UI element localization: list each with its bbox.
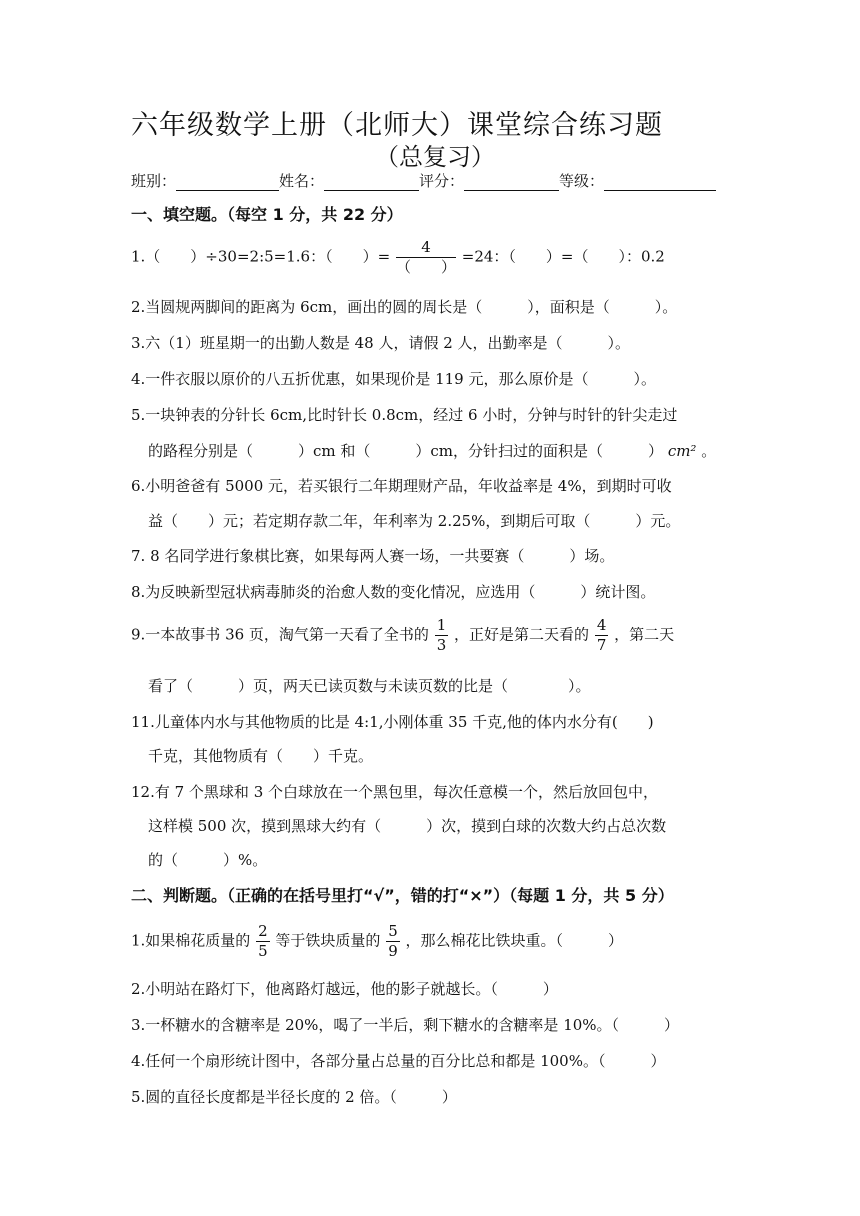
question-12-line3: 的（ ）%。: [148, 851, 268, 869]
judge-1: [131, 924, 623, 959]
question-1: [131, 240, 665, 275]
question-11-line2: 千克，其他物质有（ ）千克。: [148, 747, 374, 765]
section2-heading: 二、判断题。（正确的在括号里打“√”，错的打“×”）（每题 1 分，共 5 分）: [131, 886, 674, 905]
q5-end: 。: [701, 442, 717, 460]
class-label: 班别：: [131, 172, 177, 190]
class-blank[interactable]: [176, 174, 279, 191]
question-2: 2.当圆规两脚间的距离为 6cm，画出的圆的周长是（ ），面积是（ ）。: [131, 298, 678, 316]
q1-text-a: 1.（ ）÷30=2:5=1.6：（ ）=: [131, 247, 391, 266]
q9-text-b: ，正好是第二天看的: [454, 625, 590, 644]
j1-text-a: 1.如果棉花质量的: [131, 931, 251, 950]
q9-fraction-1: [435, 618, 449, 653]
q5-unit: cm²: [667, 442, 697, 460]
q9-text-a: 9.一本故事书 36 页，淘气第一天看了全书的: [131, 625, 429, 644]
question-8: 8.为反映新型冠状病毒肺炎的治愈人数的变化情况，应选用（ ）统计图。: [131, 583, 656, 601]
j1-f2-denominator: 9: [388, 942, 398, 960]
q1-text-b: =24：（ ）=（ ）：0.2: [461, 247, 665, 266]
question-11-line1: 11.儿童体内水与其他物质的比是 4:1,小刚体重 35 千克,他的体内水分有( ): [131, 713, 654, 731]
q1-fraction: [396, 240, 456, 275]
j1-f2-numerator: 5: [388, 922, 398, 940]
q9-fraction-2: [595, 618, 609, 653]
judge-5: 5.圆的直径长度都是半径长度的 2 倍。（ ）: [131, 1088, 457, 1106]
j1-f1-numerator: 2: [258, 922, 268, 940]
student-info-line: [131, 170, 716, 191]
score-label: 评分：: [419, 172, 465, 190]
question-12-line2: 这样模 500 次，摸到黑球大约有（ ）次，摸到白球的次数大约占总次数: [148, 817, 667, 835]
name-blank[interactable]: [324, 174, 419, 191]
question-5-line2: [148, 440, 716, 461]
name-label: 姓名：: [279, 172, 325, 190]
judge-2: 2.小明站在路灯下，他离路灯越远，他的影子就越长。（ ）: [131, 980, 558, 998]
question-4: 4.一件衣服以原价的八五折优惠，如果现价是 119 元，那么原价是（ ）。: [131, 370, 656, 388]
question-9-line1: [131, 618, 674, 653]
question-6-line1: 6.小明爸爸有 5000 元，若买银行二年期理财产品，年收益率是 4%，到期时可收: [131, 477, 672, 495]
j1-text-c: ，那么棉花比铁块重。（ ）: [405, 931, 624, 950]
j1-fraction-1: [256, 924, 270, 959]
q1-numerator: 4: [396, 240, 456, 258]
q9-f2-denominator: 7: [596, 636, 607, 654]
question-9-line2: 看了（ ）页，两天已读页数与未读页数的比是（ ）。: [148, 677, 591, 695]
question-6-line2: 益（ ）元；若定期存款二年，年利率为 2.25%，到期后可取（ ）元。: [148, 512, 681, 530]
j1-text-b: 等于铁块质量的: [275, 931, 381, 950]
q5-text: 的路程分别是（ ）cm 和（ ）cm，分针扫过的面积是（ ）: [148, 442, 664, 460]
question-5-line1: 5.一块钟表的分针长 6cm,比时针长 0.8cm，经过 6 小时，分钟与时针的针尖走过: [131, 406, 678, 424]
q9-f2-numerator: 4: [596, 616, 607, 634]
q9-f1-denominator: 3: [436, 636, 447, 654]
q1-denominator: （ ）: [395, 258, 456, 276]
page-subtitle: （总复习）: [375, 143, 495, 171]
question-7: 7. 8 名同学进行象棋比赛，如果每两人赛一场，一共要赛（ ）场。: [131, 547, 615, 565]
j1-fraction-2: [386, 924, 400, 959]
judge-4: 4.任何一个扇形统计图中，各部分量占总量的百分比总和都是 100%。（ ）: [131, 1052, 666, 1070]
judge-3: 3.一杯糖水的含糖率是 20%，喝了一半后，剩下糖水的含糖率是 10%。（ ）: [131, 1016, 680, 1034]
j1-f1-denominator: 5: [258, 942, 268, 960]
score-blank[interactable]: [464, 174, 559, 191]
q9-f1-numerator: 1: [436, 616, 447, 634]
grade-label: 等级：: [559, 172, 605, 190]
grade-blank[interactable]: [604, 174, 716, 191]
question-12-line1: 12.有 7 个黑球和 3 个白球放在一个黑包里，每次任意模一个，然后放回包中，: [131, 783, 659, 801]
page-title: 六年级数学上册（北师大）课堂综合练习题: [131, 110, 663, 141]
q9-text-c: ，第二天: [614, 625, 675, 644]
question-3: 3.六（1）班星期一的出勤人数是 48 人，请假 2 人，出勤率是（ ）。: [131, 334, 631, 352]
section1-heading: 一、填空题。（每空 1 分，共 22 分）: [131, 205, 403, 224]
